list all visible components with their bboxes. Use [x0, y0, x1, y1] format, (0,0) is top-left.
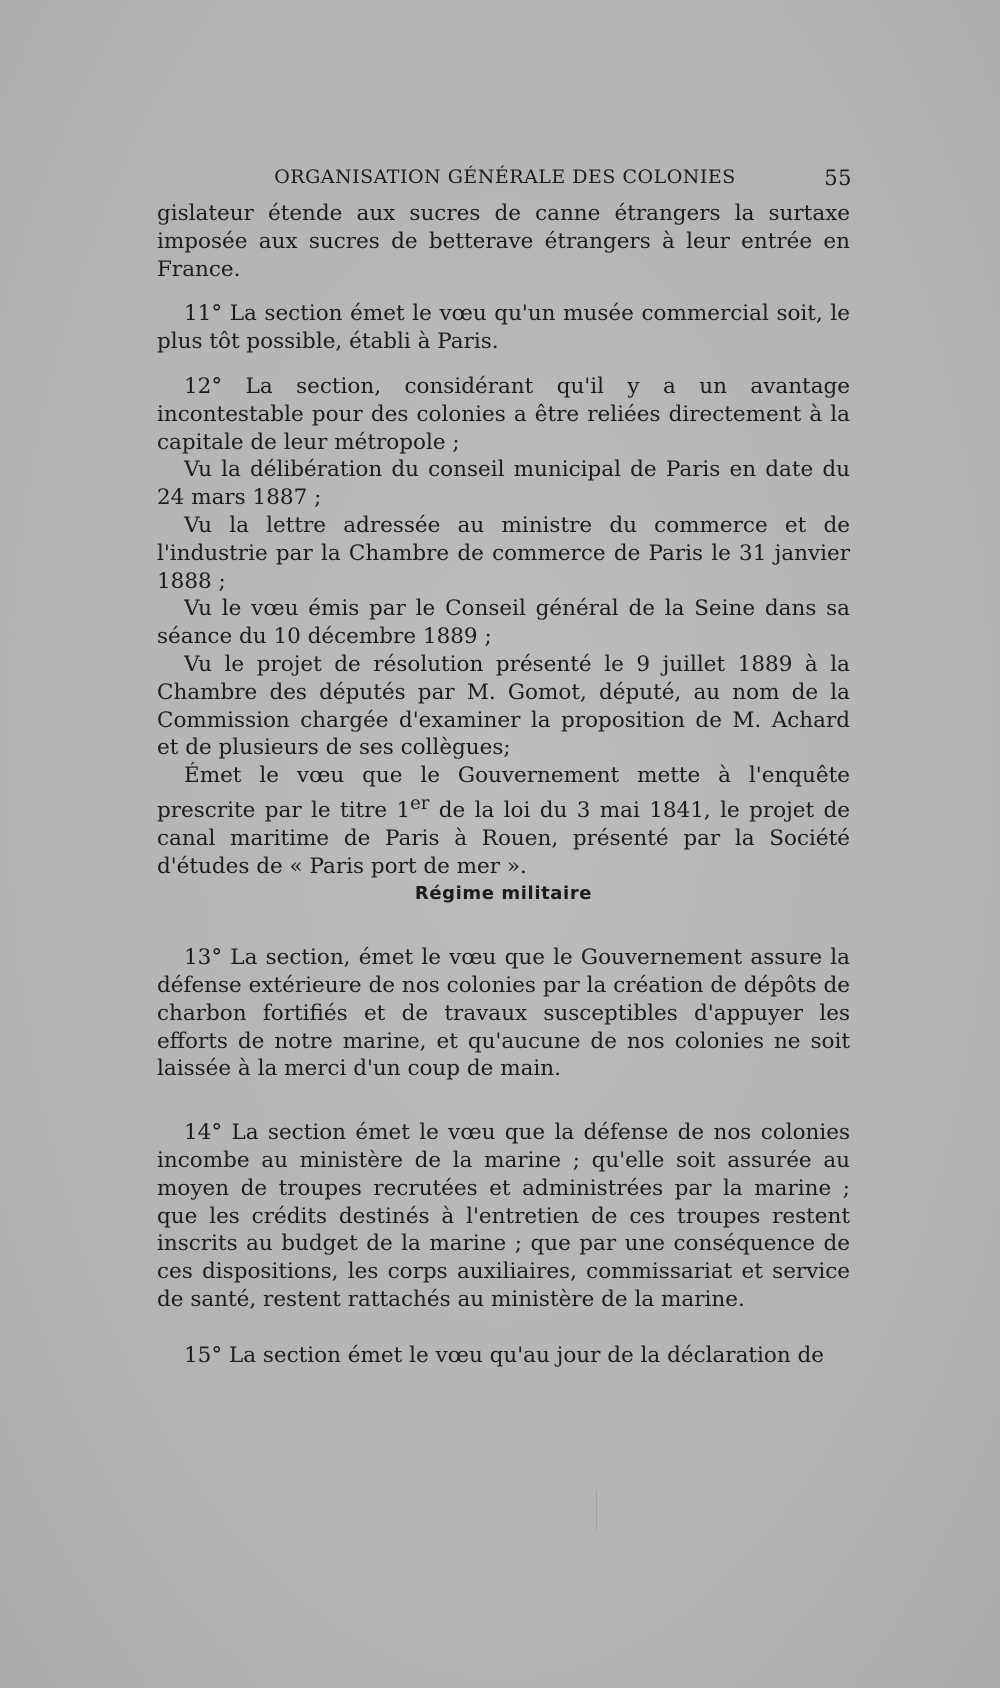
paragraph-item-14: 14° La section émet le vœu que la défense de nos colonies incombe au ministère de la marine ; qu'elle soit assurée au moyen de troupes recrutées et administrées par la marine ; que les crédits destinés à l'entretien de ces troupes restent inscrits au budget de la marine ; que par une conséquence de ces dispositions, les corps auxiliaires, commissariat et service de santé, restent rattachés au ministère de la marine.	[157, 1120, 850, 1313]
paragraph-vu-voeu: Vu le vœu émis par le Conseil général de la Seine dans sa séance du 10 décembre 1889 ;	[157, 596, 850, 650]
paper-crease	[596, 1490, 597, 1530]
running-head	[158, 166, 852, 196]
body-text	[157, 200, 850, 1370]
paragraph-item-12: 12° La section, considérant qu'il y a un avantage incontestable pour des colonies a être reliées directement à la capitale de leur métropole ;	[157, 373, 850, 455]
paragraph-vu-lettre: Vu la lettre adressée au ministre du commerce et de l'industrie par la Chambre de commerce de Paris le 31 janvier 1888 ;	[157, 512, 850, 594]
paragraph-item-13: 13° La section, émet le vœu que le Gouvernement assure la défense extérieure de nos colonies par la création de dépôts de charbon fortifiés et de travaux susceptibles d'appuyer les efforts de notre marine, et qu'aucune de nos colonies ne soit laissée à la merci d'un coup de main.	[157, 945, 850, 1082]
superscript-er: er	[410, 792, 430, 814]
section-heading-regime-militaire: Régime militaire	[414, 883, 593, 905]
paragraph-emet-voeu-start: Émet le vœu que le Gouvernement mette à l'enquête prescrite par le titre 1	[157, 763, 850, 824]
paragraph-continuation: gislateur étende aux sucres de canne étrangers la surtaxe imposée aux sucres de betterave étrangers à leur entrée en France.	[157, 201, 850, 282]
paragraph-emet-voeu-end: de la loi du 3 mai 1841, le projet de canal maritime de Paris à Rouen, présenté par la Société d'études de « Paris port de mer ».	[157, 798, 850, 879]
paragraph-emet-voeu	[157, 762, 850, 880]
paragraph-item-15: 15° La section émet le vœu qu'au jour de la déclaration de	[184, 1342, 825, 1368]
paragraph-item-11: 11° La section émet le vœu qu'un musée commercial soit, le plus tôt possible, établi à Paris.	[157, 301, 850, 355]
running-title: ORGANISATION GÉNÉRALE DES COLONIES	[274, 166, 736, 188]
paragraph-vu-conseil-municipal: Vu la délibération du conseil municipal de Paris en date du 24 mars 1887 ;	[157, 457, 850, 511]
paragraph-vu-projet: Vu le projet de résolution présenté le 9 juillet 1889 à la Chambre des députés par M. Gomot, député, au nom de la Commission chargée d'examiner la proposition de M. Achard et de plusieurs de ses collègues;	[157, 651, 850, 761]
page-number: 55	[824, 166, 852, 190]
